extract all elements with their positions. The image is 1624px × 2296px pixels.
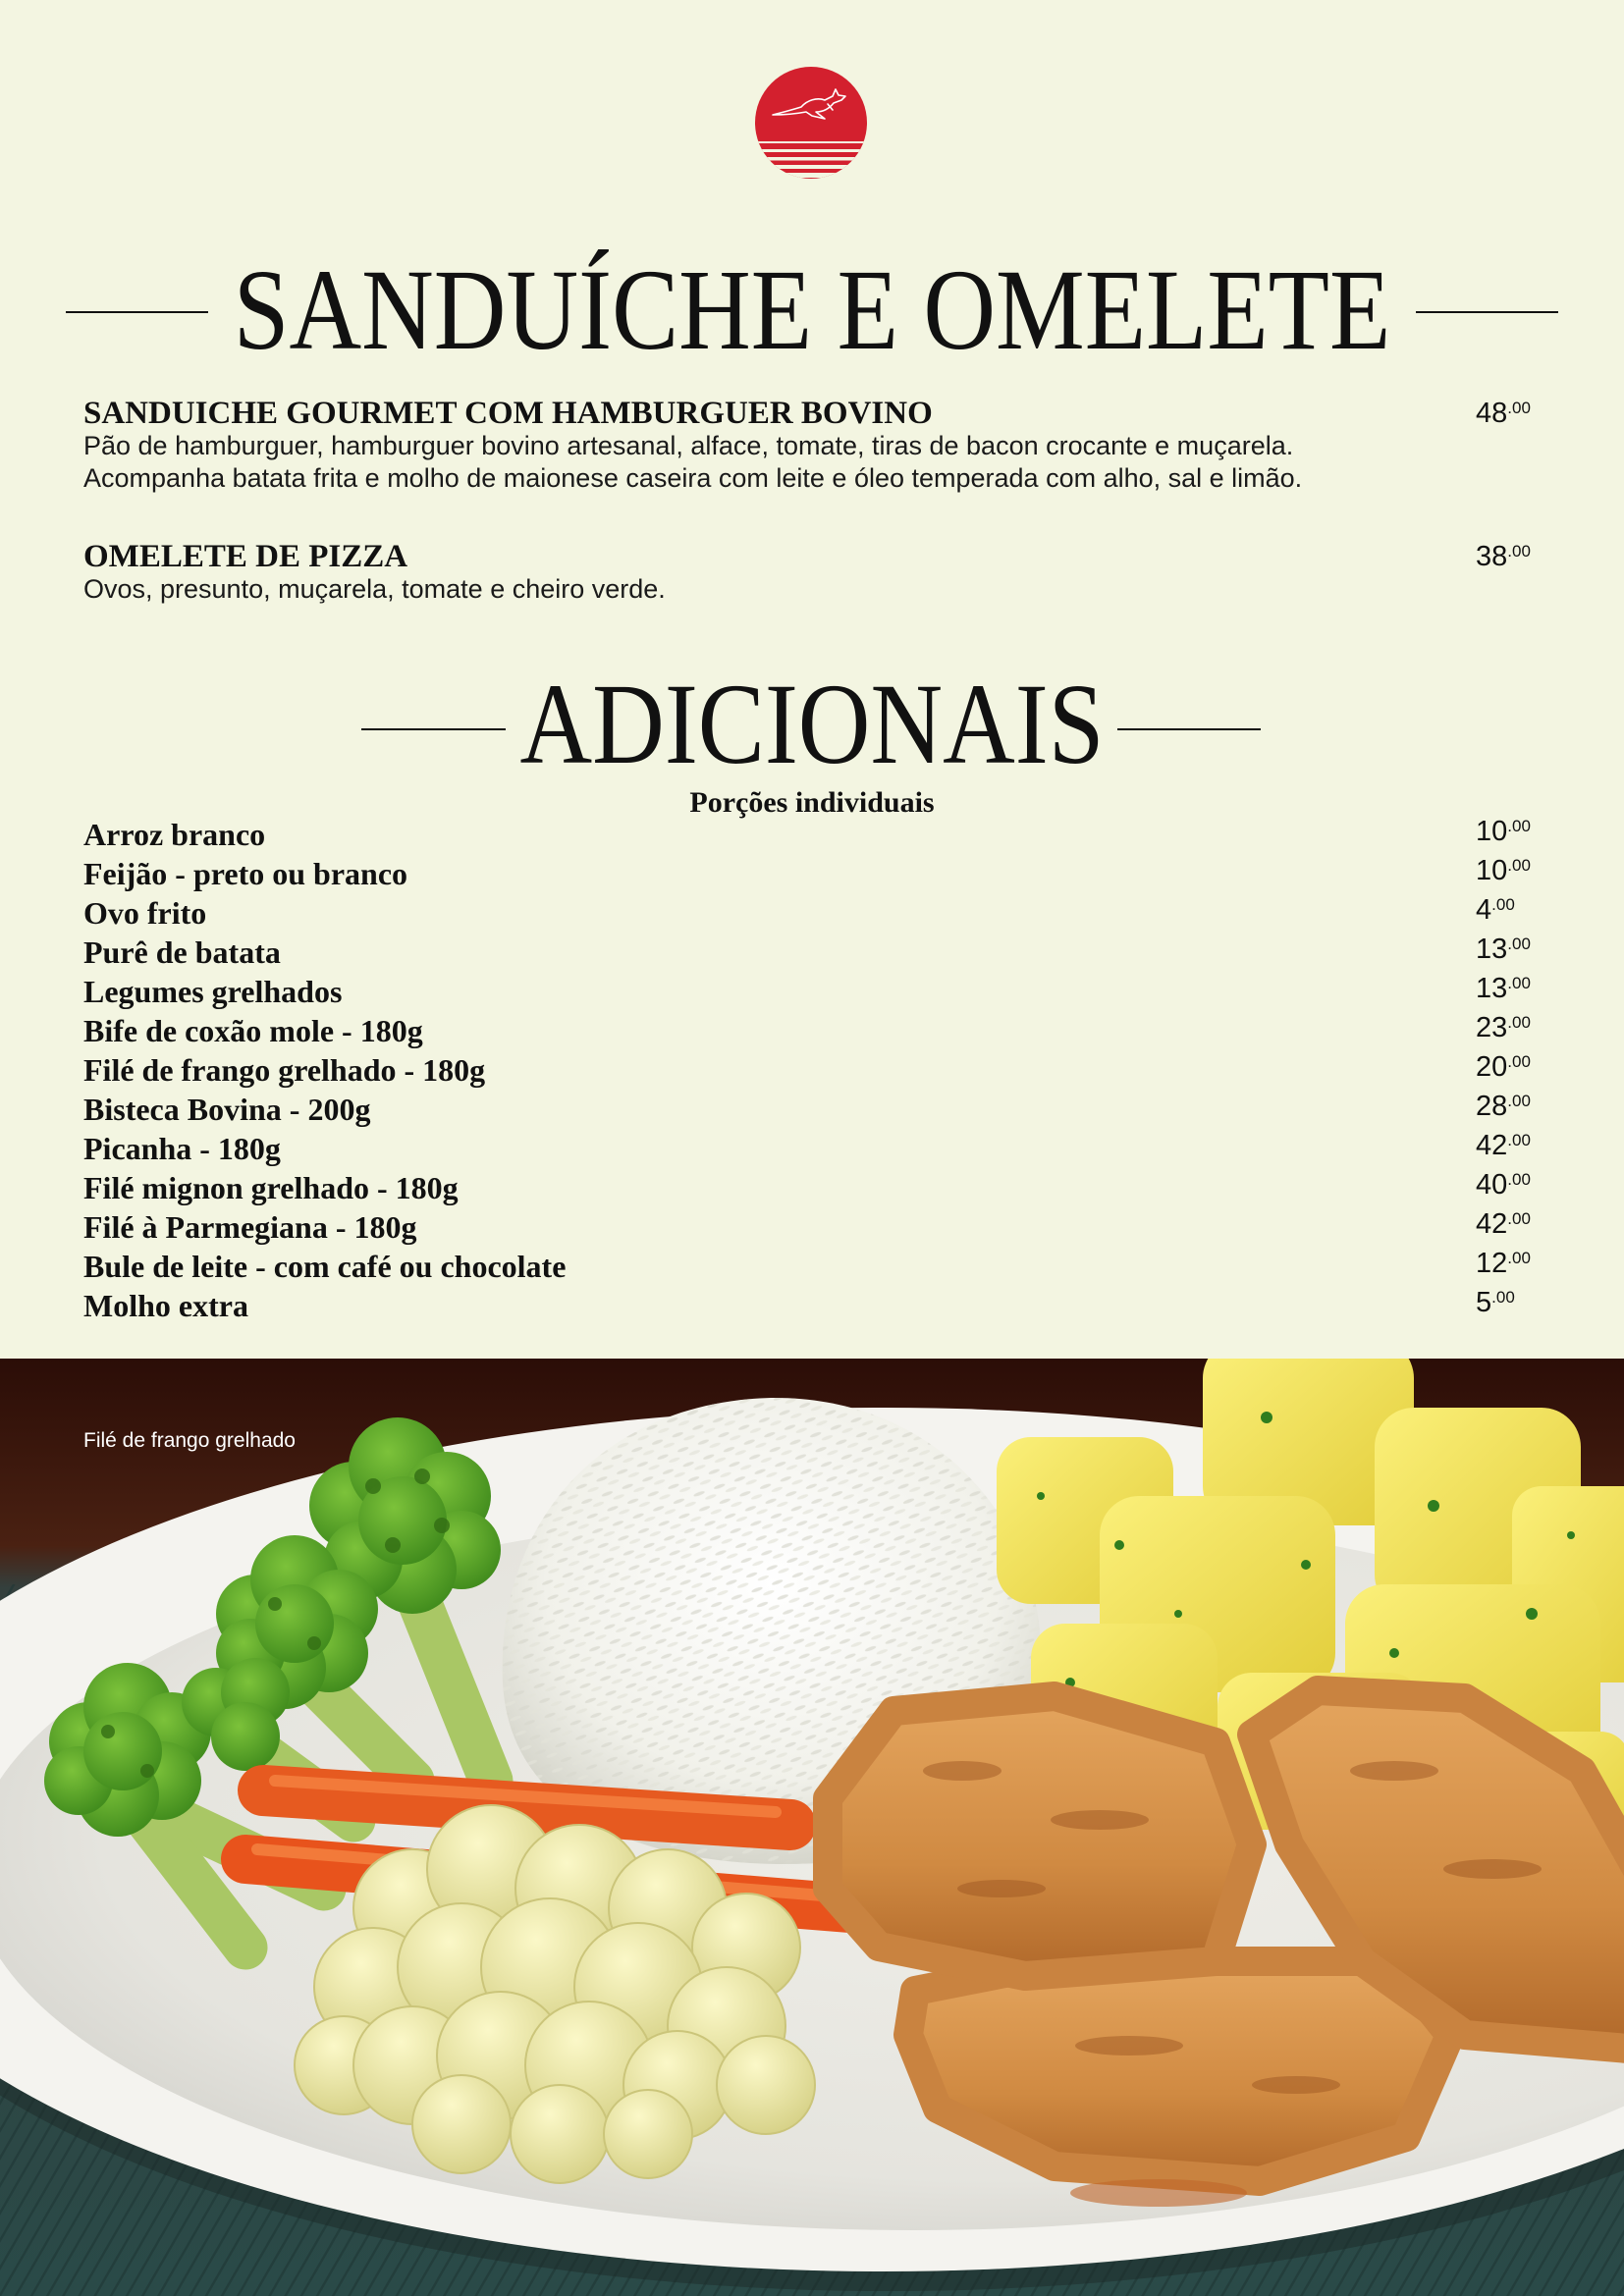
price-cents: .00 (1507, 1170, 1531, 1189)
extra-item (83, 933, 1541, 972)
extra-item-name: Legumes grelhados (83, 974, 343, 1009)
photo-caption: Filé de frango grelhado (83, 1429, 296, 1452)
menu-item-description: Ovos, presunto, muçarela, tomate e cheiro verde. (83, 574, 666, 604)
price-cents: .00 (1507, 1052, 1531, 1071)
extra-item-name: Purê de batata (83, 934, 281, 970)
extra-item (83, 1011, 1541, 1050)
extras-list (83, 815, 1541, 1325)
price-amount: 48 (1476, 398, 1508, 429)
extra-item-price (1476, 1087, 1531, 1126)
extra-item (83, 1207, 1541, 1247)
price-amount: 38 (1476, 541, 1508, 572)
price-amount: 42 (1476, 1130, 1508, 1161)
extra-item-name: Bife de coxão mole - 180g (83, 1013, 423, 1048)
price-amount: 20 (1476, 1051, 1508, 1083)
price-cents: .00 (1491, 895, 1515, 914)
extra-item-price (1476, 1165, 1531, 1204)
chicken-fillet (828, 1696, 1252, 1976)
extra-item-price (1476, 1283, 1515, 1322)
price-amount: 10 (1476, 816, 1508, 847)
extra-item (83, 1050, 1541, 1090)
extra-item-price (1476, 1244, 1531, 1283)
extra-item-name: Feijão - preto ou branco (83, 856, 408, 891)
menu-item-name: SANDUICHE GOURMET COM HAMBURGUER BOVINO (83, 396, 933, 431)
price-amount: 40 (1476, 1169, 1508, 1201)
price-amount: 42 (1476, 1208, 1508, 1240)
extra-item-name: Picanha - 180g (83, 1131, 281, 1166)
extra-item-name: Bisteca Bovina - 200g (83, 1092, 371, 1127)
kangaroo-logo-icon (755, 67, 867, 179)
food-photo (0, 1359, 1624, 2296)
price-cents: .00 (1507, 1131, 1531, 1149)
menu-item-price (1476, 398, 1531, 430)
price-amount: 10 (1476, 855, 1508, 886)
extra-item-price (1476, 890, 1515, 930)
extra-item-name: Filé à Parmegiana - 180g (83, 1209, 417, 1245)
price-cents: .00 (1507, 974, 1531, 992)
price-cents: .00 (1507, 1013, 1531, 1032)
price-cents: .00 (1507, 934, 1531, 953)
price-amount: 13 (1476, 934, 1508, 965)
extra-item-name: Bule de leite - com café ou chocolate (83, 1249, 567, 1284)
food-illustration (0, 1359, 1624, 2296)
price-amount: 23 (1476, 1012, 1508, 1043)
extra-item (83, 1286, 1541, 1325)
menu-item-price (1476, 541, 1531, 573)
price-amount: 12 (1476, 1248, 1508, 1279)
extra-item (83, 854, 1541, 893)
extra-item-price (1476, 812, 1531, 851)
section-title-sandwich: SANDUÍCHE E OMELETE (233, 246, 1391, 375)
extra-item-price (1476, 930, 1531, 969)
price-cents: .00 (1507, 817, 1531, 835)
extra-item-price (1476, 851, 1531, 890)
menu-item-name: OMELETE DE PIZZA (83, 539, 408, 574)
price-amount: 5 (1476, 1287, 1492, 1318)
extra-item-price (1476, 1204, 1531, 1244)
title-rule-right (1117, 728, 1261, 730)
section-subtitle: Porções individuais (689, 786, 935, 819)
extra-item-name: Ovo frito (83, 895, 207, 931)
menu-item (83, 541, 1541, 606)
price-amount: 4 (1476, 894, 1492, 926)
extra-item (83, 815, 1541, 854)
price-cents: .00 (1507, 542, 1531, 561)
extra-item-name: Arroz branco (83, 817, 266, 852)
menu-item (83, 398, 1541, 495)
extra-item (83, 972, 1541, 1011)
menu-item-description: Pão de hamburguer, hamburguer bovino artesanal, alface, tomate, tiras de bacon crocante e muçarela. (83, 431, 1294, 460)
extra-item (83, 1090, 1541, 1129)
extra-item (83, 1168, 1541, 1207)
extra-item-price (1476, 1008, 1531, 1047)
title-rule-right (1416, 311, 1558, 313)
sauce (1070, 2179, 1247, 2207)
price-amount: 13 (1476, 973, 1508, 1004)
extra-item-price (1476, 969, 1531, 1008)
price-cents: .00 (1491, 1288, 1515, 1307)
extra-item (83, 1129, 1541, 1168)
price-cents: .00 (1507, 1092, 1531, 1110)
extra-item (83, 1247, 1541, 1286)
extra-item-name: Molho extra (83, 1288, 248, 1323)
chicken-fillet (908, 1961, 1450, 2181)
section-title-extras: ADICIONAIS (519, 661, 1105, 789)
menu-item-description: Acompanha batata frita e molho de maionese caseira com leite e óleo temperada com alho, sal e limão. (83, 463, 1303, 493)
extra-item-price (1476, 1047, 1531, 1087)
price-cents: .00 (1507, 399, 1531, 417)
price-amount: 28 (1476, 1091, 1508, 1122)
price-cents: .00 (1507, 1209, 1531, 1228)
price-cents: .00 (1507, 1249, 1531, 1267)
price-cents: .00 (1507, 856, 1531, 875)
extra-item-name: Filé de frango grelhado - 180g (83, 1052, 486, 1088)
extra-item-name: Filé mignon grelhado - 180g (83, 1170, 459, 1205)
extra-item-price (1476, 1126, 1531, 1165)
extra-item (83, 893, 1541, 933)
